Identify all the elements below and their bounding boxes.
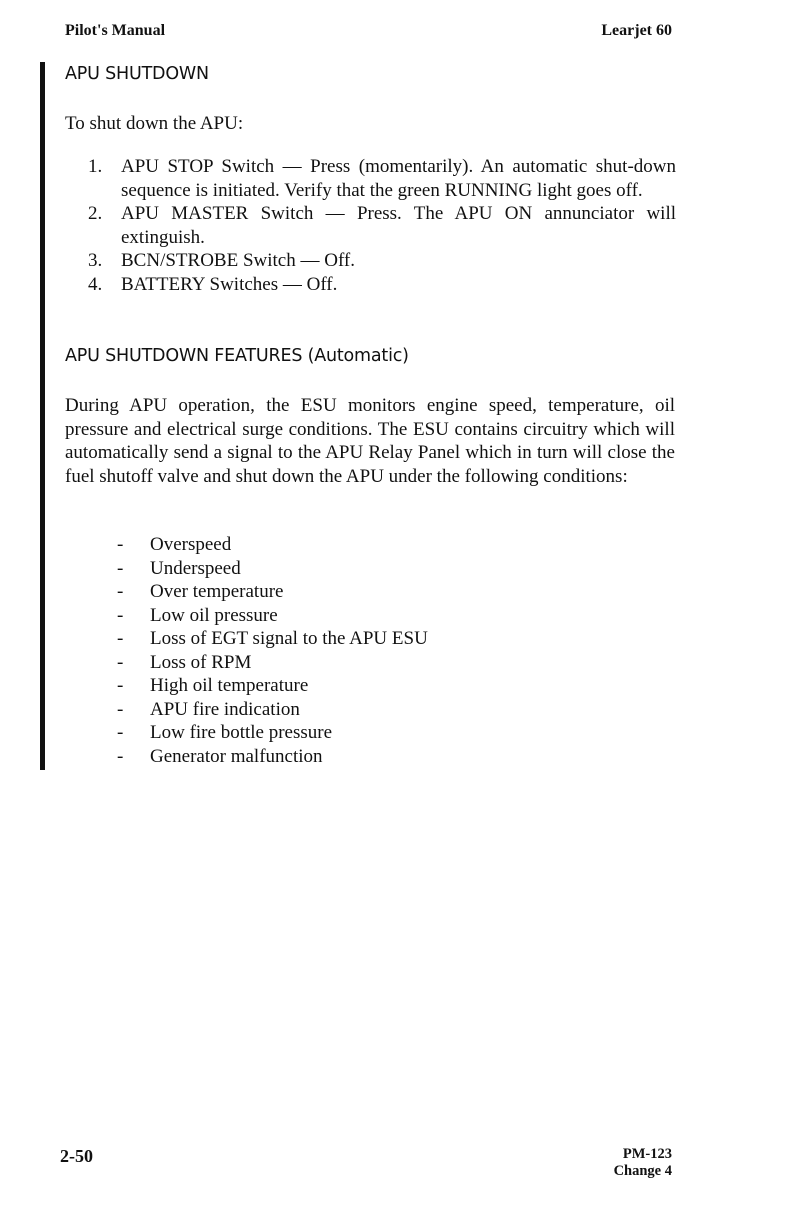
step-text: BCN/STROBE Switch — Off.	[121, 250, 356, 271]
list-item	[117, 580, 428, 604]
dash-bullet: -	[117, 604, 124, 626]
list-item	[117, 604, 428, 628]
step-number: 3.	[88, 250, 103, 271]
list-item	[117, 651, 428, 675]
footer-document-info	[614, 1146, 672, 1180]
dash-bullet: -	[117, 651, 124, 673]
header-aircraft-model: Learjet 60	[601, 22, 672, 39]
header-manual-title: Pilot's Manual	[65, 22, 166, 39]
condition-text: High oil temperature	[150, 675, 309, 696]
step-number: 4.	[88, 273, 103, 295]
shutdown-conditions-list	[117, 533, 428, 768]
list-item	[117, 557, 428, 581]
step-text: APU MASTER Switch — Press. The APU ON annunciator will extinguish.	[121, 203, 676, 248]
list-item	[117, 674, 428, 698]
list-item	[88, 273, 676, 297]
list-item	[117, 627, 428, 651]
condition-text: Low fire bottle pressure	[150, 722, 333, 743]
list-item	[117, 721, 428, 745]
section-title-shutdown-features: APU SHUTDOWN FEATURES (Automatic)	[65, 346, 409, 366]
list-item	[117, 533, 428, 557]
section-title-apu-shutdown: APU SHUTDOWN	[65, 64, 209, 84]
dash-bullet: -	[117, 628, 124, 649]
condition-text: Low oil pressure	[150, 604, 278, 626]
list-item	[88, 202, 676, 249]
dash-bullet: -	[117, 698, 124, 720]
condition-text: APU fire indication	[150, 698, 300, 720]
list-item	[117, 698, 428, 722]
intro-text: To shut down the APU:	[65, 113, 244, 134]
features-paragraph: During APU operation, the ESU monitors engine speed, temperature, oil pressure and electrical surge conditions. The ESU contains circuitry which will automatically send a signal to the APU Relay Panel which in turn will close the fuel shutoff valve and shut down the APU under the following conditions:	[65, 395, 675, 487]
condition-text: Overspeed	[150, 534, 232, 555]
list-item	[88, 249, 676, 273]
dash-bullet: -	[117, 745, 124, 767]
step-number: 2.	[88, 203, 103, 224]
condition-text: Underspeed	[150, 557, 241, 579]
dash-bullet: -	[117, 722, 124, 743]
list-item	[88, 155, 676, 202]
dash-bullet: -	[117, 534, 124, 555]
step-text: BATTERY Switches — Off.	[121, 273, 338, 295]
dash-bullet: -	[117, 581, 124, 602]
step-text: APU STOP Switch — Press (momentarily). An automatic shut-down sequence is initiated. Verify that the green RUNNING light goes off.	[121, 156, 676, 201]
condition-text: Loss of RPM	[150, 651, 252, 673]
list-item	[117, 745, 428, 769]
condition-text: Over temperature	[150, 581, 284, 602]
page-number: 2-50	[60, 1146, 93, 1166]
shutdown-steps-list	[88, 155, 676, 296]
revision-change-bar	[40, 62, 45, 770]
change-number: Change 4	[613, 1163, 672, 1179]
step-number: 1.	[88, 156, 103, 177]
dash-bullet: -	[117, 557, 124, 579]
document-code: PM-123	[622, 1146, 672, 1162]
condition-text: Loss of EGT signal to the APU ESU	[150, 628, 428, 649]
dash-bullet: -	[117, 675, 124, 696]
condition-text: Generator malfunction	[150, 745, 323, 767]
